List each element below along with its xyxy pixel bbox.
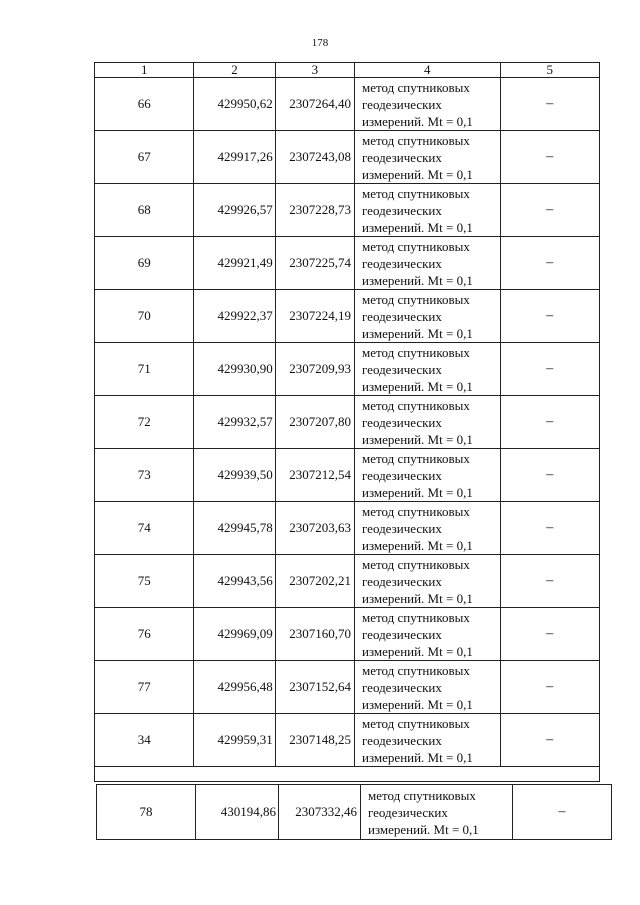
coordinate-y: 2307207,80 bbox=[275, 396, 354, 449]
note-dash: – bbox=[500, 449, 599, 502]
table-row bbox=[95, 237, 600, 290]
point-number: 72 bbox=[95, 396, 194, 449]
coordinate-y: 2307228,73 bbox=[275, 184, 354, 237]
point-number: 74 bbox=[95, 502, 194, 555]
point-number: 68 bbox=[95, 184, 194, 237]
point-number: 75 bbox=[95, 555, 194, 608]
note-dash: – bbox=[500, 290, 599, 343]
coordinate-y: 2307212,54 bbox=[275, 449, 354, 502]
page-number: 178 bbox=[311, 37, 329, 49]
coordinate-x: 429917,26 bbox=[194, 131, 275, 184]
method-description: метод спутниковых геодезических измерений. Mt = 0,1 bbox=[355, 78, 501, 131]
note-dash: – bbox=[500, 184, 599, 237]
point-number: 69 bbox=[95, 237, 194, 290]
header-col-4: 4 bbox=[355, 63, 501, 78]
coordinate-x: 429921,49 bbox=[194, 237, 275, 290]
method-description: метод спутниковых геодезических измерений. Mt = 0,1 bbox=[355, 237, 501, 290]
point-number: 70 bbox=[95, 290, 194, 343]
method-description: метод спутниковых геодезических измерений. Mt = 0,1 bbox=[355, 290, 501, 343]
table-row bbox=[95, 449, 600, 502]
table-row bbox=[95, 502, 600, 555]
coordinate-y: 2307225,74 bbox=[275, 237, 354, 290]
table-row bbox=[97, 785, 612, 840]
table-row bbox=[95, 78, 600, 131]
coordinates-table bbox=[94, 62, 600, 782]
coordinate-y: 2307152,64 bbox=[275, 661, 354, 714]
coordinate-x: 429930,90 bbox=[194, 343, 275, 396]
note-dash: – bbox=[500, 502, 599, 555]
table-row bbox=[95, 555, 600, 608]
table-row bbox=[95, 714, 600, 767]
table-row bbox=[95, 131, 600, 184]
method-description: метод спутниковых геодезических измерений. Mt = 0,1 bbox=[355, 184, 501, 237]
note-dash: – bbox=[500, 343, 599, 396]
note-dash: – bbox=[500, 237, 599, 290]
coordinate-x: 430194,86 bbox=[196, 785, 279, 840]
blank-separator-cell bbox=[95, 767, 600, 782]
coordinate-y: 2307243,08 bbox=[275, 131, 354, 184]
method-description: метод спутниковых геодезических измерений. Mt = 0,1 bbox=[355, 714, 501, 767]
coordinate-y: 2307224,19 bbox=[275, 290, 354, 343]
note-dash: – bbox=[500, 78, 599, 131]
table-row bbox=[95, 290, 600, 343]
note-dash: – bbox=[500, 608, 599, 661]
coordinate-x: 429969,09 bbox=[194, 608, 275, 661]
note-dash: – bbox=[500, 661, 599, 714]
method-description: метод спутниковых геодезических измерений. Mt = 0,1 bbox=[355, 131, 501, 184]
header-col-2: 2 bbox=[194, 63, 275, 78]
note-dash: – bbox=[500, 714, 599, 767]
coordinate-x: 429926,57 bbox=[194, 184, 275, 237]
coordinate-x: 429939,50 bbox=[194, 449, 275, 502]
point-number: 67 bbox=[95, 131, 194, 184]
coordinates-table-continued bbox=[96, 784, 612, 840]
point-number: 66 bbox=[95, 78, 194, 131]
coordinate-x: 429945,78 bbox=[194, 502, 275, 555]
coordinate-y: 2307203,63 bbox=[275, 502, 354, 555]
coordinate-y: 2307160,70 bbox=[275, 608, 354, 661]
coordinate-x: 429950,62 bbox=[194, 78, 275, 131]
table-row bbox=[95, 396, 600, 449]
table-row bbox=[95, 661, 600, 714]
method-description: метод спутниковых геодезических измерений. Mt = 0,1 bbox=[355, 343, 501, 396]
coordinate-x: 429943,56 bbox=[194, 555, 275, 608]
coordinate-x: 429932,57 bbox=[194, 396, 275, 449]
method-description: метод спутниковых геодезических измерений. Mt = 0,1 bbox=[361, 785, 513, 840]
header-col-5: 5 bbox=[500, 63, 599, 78]
coordinate-x: 429959,31 bbox=[194, 714, 275, 767]
method-description: метод спутниковых геодезических измерений. Mt = 0,1 bbox=[355, 555, 501, 608]
coordinate-y: 2307264,40 bbox=[275, 78, 354, 131]
table-row bbox=[95, 608, 600, 661]
coordinate-x: 429956,48 bbox=[194, 661, 275, 714]
point-number: 78 bbox=[97, 785, 196, 840]
coordinate-y: 2307202,21 bbox=[275, 555, 354, 608]
point-number: 77 bbox=[95, 661, 194, 714]
point-number: 34 bbox=[95, 714, 194, 767]
coordinate-x: 429922,37 bbox=[194, 290, 275, 343]
header-col-3: 3 bbox=[275, 63, 354, 78]
note-dash: – bbox=[500, 555, 599, 608]
table-header-row bbox=[95, 63, 600, 78]
coordinate-y: 2307332,46 bbox=[279, 785, 361, 840]
coordinate-y: 2307148,25 bbox=[275, 714, 354, 767]
method-description: метод спутниковых геодезических измерений. Mt = 0,1 bbox=[355, 502, 501, 555]
note-dash: – bbox=[500, 131, 599, 184]
blank-separator-row bbox=[95, 767, 600, 782]
method-description: метод спутниковых геодезических измерений. Mt = 0,1 bbox=[355, 608, 501, 661]
point-number: 76 bbox=[95, 608, 194, 661]
method-description: метод спутниковых геодезических измерений. Mt = 0,1 bbox=[355, 396, 501, 449]
table-row bbox=[95, 184, 600, 237]
note-dash: – bbox=[500, 396, 599, 449]
method-description: метод спутниковых геодезических измерений. Mt = 0,1 bbox=[355, 661, 501, 714]
point-number: 73 bbox=[95, 449, 194, 502]
table-row bbox=[95, 343, 600, 396]
header-col-1: 1 bbox=[95, 63, 194, 78]
point-number: 71 bbox=[95, 343, 194, 396]
coordinate-y: 2307209,93 bbox=[275, 343, 354, 396]
note-dash: – bbox=[513, 785, 612, 840]
method-description: метод спутниковых геодезических измерений. Mt = 0,1 bbox=[355, 449, 501, 502]
